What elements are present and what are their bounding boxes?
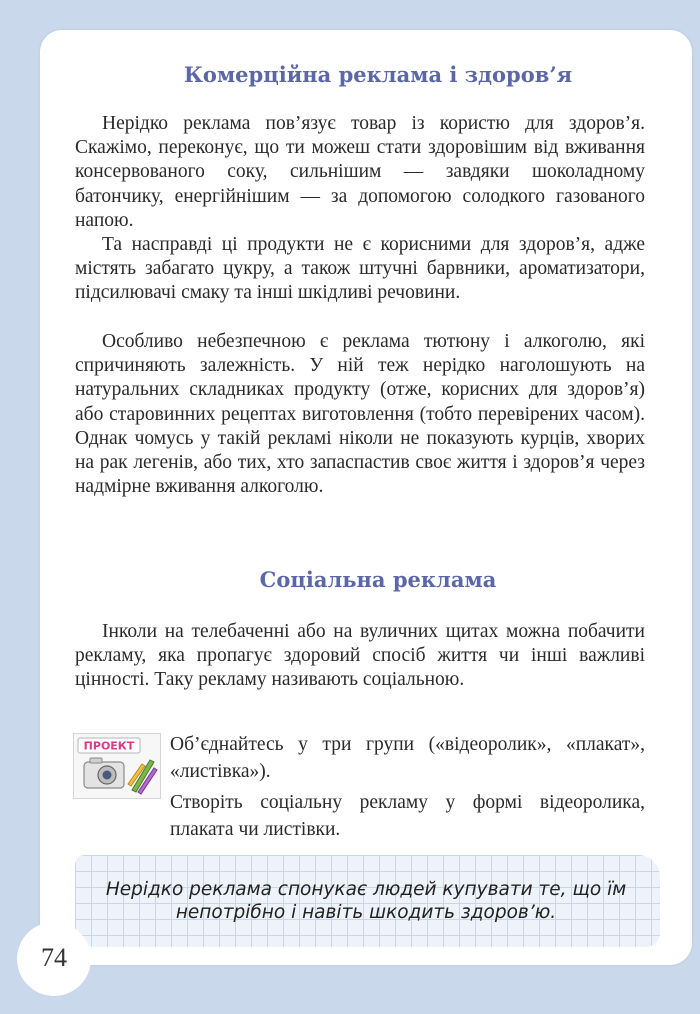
- project-task-2: Створіть соціальну рекламу у формі відеоролика, плаката чи листівки.: [170, 792, 645, 840]
- paragraph-2: Та насправді ці продукти не є корисними для здоров’я, адже містять забагато цукру, а також штучні барвники, ароматизатори, підсилювачі смаку та інші шкідливі речовини.: [75, 234, 645, 304]
- bottom-margin: [0, 970, 700, 1014]
- camera-icon: [74, 734, 160, 798]
- paragraph-3: Особливо небезпечною є реклама тютюну і алкоголю, які спричиняють залежність. У ній теж нерідко наголошують на натуральних складниках продукту (отже, корисних для здоров’я) або старовинних рецептах виготовлення (тобто перевірених часом). Однак чомусь у такій рекламі ніколи не показують курців, хворих на рак легенів, або тих, хто запаспастив своє життя і здоров’я через надмірне вживання алкоголю.: [75, 331, 645, 498]
- paragraph-1: Нерідко реклама пов’язує товар із користю для здоров’я. Скажімо, переконує, що ти можеш стати здоровішим від вживання консервованого соку, сильнішим — завдяки шоколадному батончику, енергійнішим — за допомогою солодкого газованого напою.: [75, 113, 645, 231]
- project-label: ПРОЕКТ: [83, 739, 135, 753]
- section-title-social: Соціальна реклама: [259, 567, 497, 592]
- page-number: 74: [41, 943, 67, 972]
- project-task-1: Об’єднайтесь у три групи («відеоролик», «плакат», «листівка»).: [170, 734, 645, 782]
- project-icon: [73, 733, 161, 799]
- section-title-commercial: Комерційна реклама і здоров’я: [183, 62, 573, 87]
- note-text: Нерідко реклама спонукає людей купувати те, що їм непотрібно і навіть шкодить здоров’ю.: [105, 879, 627, 923]
- paragraph-social: Інколи на телебаченні або на вуличних щитах можна побачити рекламу, яка пропагує здоровий спосіб життя чи інші важливі цінності. Таку рекламу називають соціальною.: [75, 621, 645, 691]
